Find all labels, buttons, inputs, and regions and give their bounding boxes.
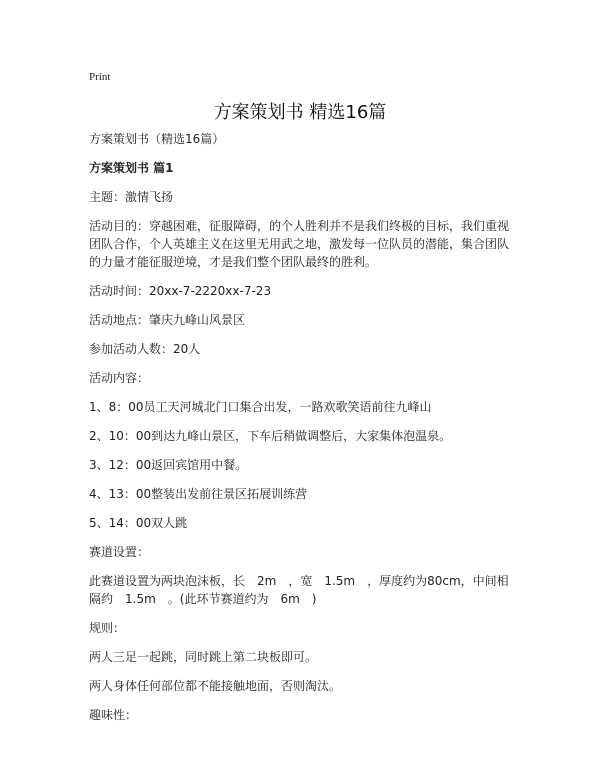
list-item: 2、10：00到达九峰山景区，下车后稍做调整后，大家集体泡温泉。	[89, 429, 452, 443]
document-body	[89, 130, 519, 735]
paragraph-rules-heading: 规则：	[89, 621, 126, 635]
paragraph-subtitle: 方案策划书（精选16篇）	[89, 132, 225, 146]
list-item: 3、12：00返回宾馆用中餐。	[89, 458, 248, 472]
list-item: 1、8：00员工天河城北门口集合出发，一路欢歌笑语前往九峰山	[89, 400, 432, 414]
paragraph-track-setup: 此赛道设置为两块泡沫板，长 2m ，宽 1.5m ，厚度约为80cm，中间相隔约 1.5m 。(此环节赛道约为 6m )	[89, 574, 509, 606]
print-label: Print	[89, 71, 111, 83]
paragraph-rule: 两人三足一起跳，同时跳上第二块板即可。	[89, 650, 318, 664]
paragraph-location: 活动地点：肇庆九峰山风景区	[89, 313, 246, 327]
list-item: 5、14：00双人跳	[89, 516, 188, 530]
list-item: 4、13：00整装出发前往景区拓展训练营	[89, 487, 308, 501]
section-heading: 方案策划书 篇1	[89, 161, 174, 175]
page-title: 方案策划书 精选16篇	[213, 102, 387, 123]
paragraph-fun-heading: 趣味性：	[89, 708, 138, 722]
paragraph-purpose: 活动目的：穿越困难，征服障碍，的个人胜利并不是我们终极的目标，我们重视团队合作，个人英雄主义在这里无用武之地，激发每一位队员的潜能，集合团队的力量才能征服逆境，才是我们整个团队最终的胜利。	[89, 219, 510, 269]
paragraph-time: 活动时间：20xx-7-2220xx-7-23	[89, 284, 272, 298]
paragraph-track-heading: 赛道设置：	[89, 545, 150, 559]
paragraph-theme: 主题：激情飞扬	[89, 190, 174, 204]
paragraph-participants: 参加活动人数：20人	[89, 342, 201, 356]
paragraph-content-heading: 活动内容：	[89, 371, 150, 385]
paragraph-rule: 两人身体任何部位都不能接触地面，否则淘汰。	[89, 679, 342, 693]
